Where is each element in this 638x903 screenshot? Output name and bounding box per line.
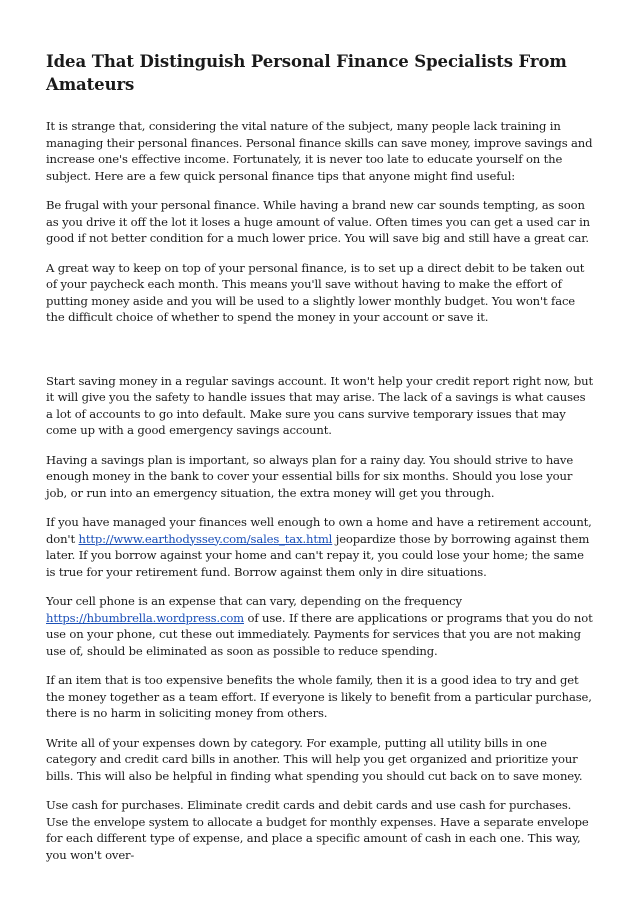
blank-gap: [46, 339, 594, 373]
paragraph-use-cash: Use cash for purchases. Eliminate credit cards and debit cards and use cash for purchases. Use the envelope system to allocate a budget for monthly expenses. Have a separate envelope for each different type of expense, and place a specific amount of cash in each one. This way, you won't over-: [46, 798, 589, 862]
paragraph-text: Your cell phone is an expense that can vary, depending on the frequency: [46, 594, 462, 608]
sales-tax-link[interactable]: http://www.earthodyssey.com/sales_tax.html: [78, 531, 333, 546]
paragraph-expense-categories: Write all of your expenses down by category. For example, putting all utility bills in one category and credit card bills in another. This will help you get organized and prioritize your bills. This will also be helpful in finding what spending you should cut back on to save money.: [46, 735, 583, 783]
paragraph-intro: It is strange that, considering the vital nature of the subject, many people lack training in managing their personal finances. Personal finance skills can save money, improve savings and increase one's effective income. Fortunately, it is never too late to educate yourself on the subject. Here are a few quick personal finance tips that anyone might find useful:: [46, 119, 593, 183]
paragraph-text: If you have managed your finances well enough to own a home and have a retirement account, don't: [46, 515, 592, 546]
paragraph-text: jeopardize those by borrowing against them later. If you borrow against your home and can't repay it, you could lose your home; the same is true for your retirement fund. Borrow against them only in dire situations.: [46, 531, 590, 579]
document-page: [46, 50, 594, 863]
paragraph-home-retirement: [46, 514, 594, 580]
paragraph-savings-plan: Having a savings plan is important, so always plan for a rainy day. You should strive to have enough money in the bank to cover your essential bills for six months. Should you lose your job, or run into an emergency situation, the extra money will get you through.: [46, 452, 574, 500]
paragraph-family-purchase: If an item that is too expensive benefits the whole family, then it is a good idea to try and get the money together as a team effort. If everyone is likely to benefit from a particular purchase, there is no harm in soliciting money from others.: [46, 673, 592, 720]
hbumbrella-link[interactable]: https://hbumbrella.wordpress.com: [46, 610, 245, 625]
paragraph-text: of use. If there are applications or programs that you do not use on your phone, cut these out immediately. Payments for services that you are not making use of, should be eliminated as soon as possible to reduce spending.: [46, 610, 593, 658]
paragraph-direct-debit: A great way to keep on top of your personal finance, is to set up a direct debit to be taken out of your paycheck each month. This means you'll save without having to make the effort of putting money aside and you will be used to a slightly lower monthly budget. You won't face the difficult choice of whether to spend the money in your account or save it.: [46, 260, 585, 324]
document-title: Idea That Distinguish Personal Finance Specialists From Amateurs: [46, 52, 567, 94]
paragraph-cell-phone: [46, 593, 594, 659]
paragraph-savings-account: Start saving money in a regular savings account. It won't help your credit report right now, but it will give you the safety to handle issues that may arise. The lack of a savings is what causes a lot of accounts to go into default. Make sure you cans survive temporary issues that may come up with a good emergency savings account.: [46, 373, 593, 437]
paragraph-frugal: Be frugal with your personal finance. While having a brand new car sounds tempting, as soon as you drive it off the lot it loses a huge amount of value. Often times you can get a used car in good if not better condition for a much lower price. You will save big and still have a great car.: [46, 198, 590, 245]
